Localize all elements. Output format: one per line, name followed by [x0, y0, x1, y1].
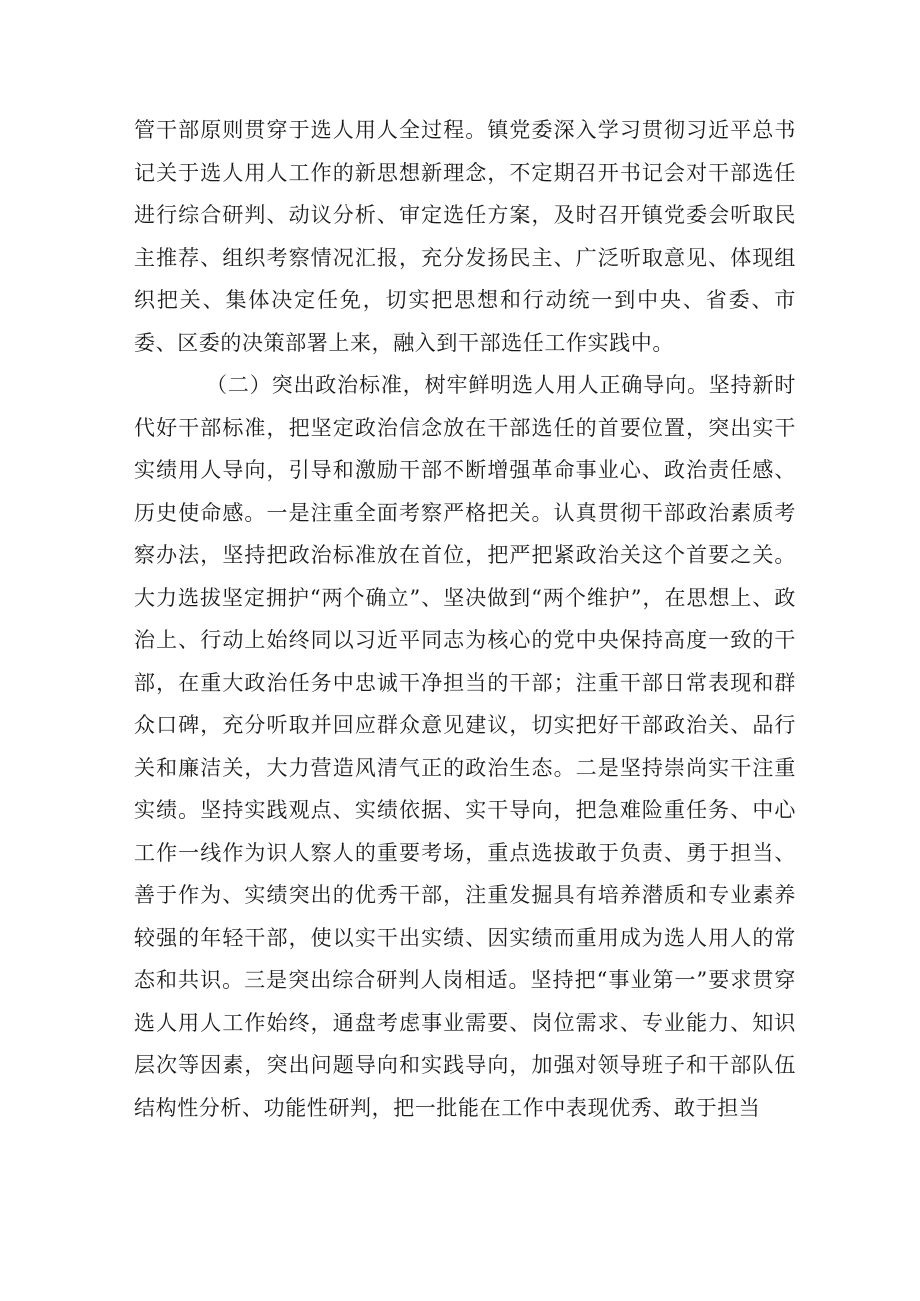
paragraph-continuation: 管干部原则贯穿于选人用人全过程。镇党委深入学习贯彻习近平总书记关于选人用人工作的新思想新理念，不定期召开书记会对干部选任进行综合研判、动议分析、审定选任方案，及时召开镇党委会听取民主推荐、组织考察情况汇报，充分发扬民主、广泛听取意见、体现组织把关、集体决定任免，切实把思想和行动统一到中央、省委、市委、区委的决策部署上来，融入到干部选任工作实践中。 [134, 118, 796, 355]
body-text [134, 109, 796, 1129]
paragraph-section-two: （二）突出政治标准，树牢鲜明选人用人正确导向。坚持新时代好干部标准，把坚定政治信念放在干部选任的首要位置，突出实干实绩用人导向，引导和激励干部不断增强革命事业心、政治责任感、历史使命感。一是注重全面考察严格把关。认真贯彻干部政治素质考察办法，坚持把政治标准放在首位，把严把紧政治关这个首要之关。大力选拔坚定拥护“两个确立”、坚决做到“两个维护”，在思想上、政治上、行动上始终同以习近平同志为核心的党中央保持高度一致的干部，在重大政治任务中忠诚干净担当的干部；注重干部日常表现和群众口碑，充分听取并回应群众意见建议，切实把好干部政治关、品行关和廉洁关，大力营造风清气正的政治生态。二是坚持崇尚实干注重实绩。坚持实践观点、实绩依据、实干导向，把急难险重任务、中心工作一线作为识人察人的重要考场，重点选拔敢于负责、勇于担当、善于作为、实绩突出的优秀干部，注重发掘具有培养潜质和专业素养较强的年轻干部，使以实干出实绩、因实绩而重用成为选人用人的常态和共识。三是突出综合研判人岗相适。坚持把“事业第一”要求贯穿选人用人工作始终，通盘考虑事业需要、岗位需求、专业能力、知识层次等因素，突出问题导向和实践导向，加强对领导班子和干部队伍结构性分析、功能性研判，把一批能在工作中表现优秀、敢于担当 [134, 373, 796, 1120]
